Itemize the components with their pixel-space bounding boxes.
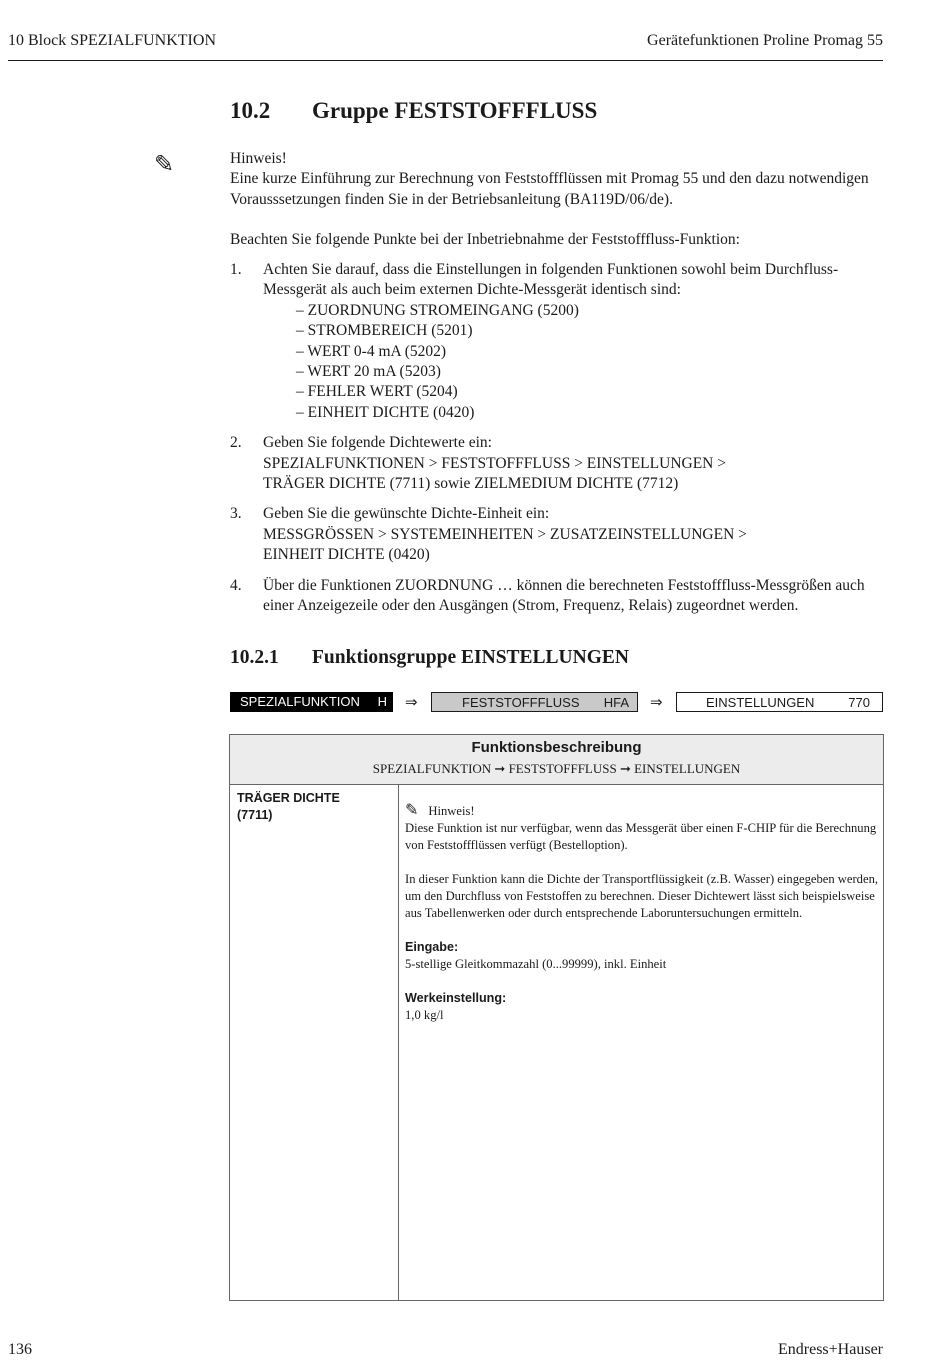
function-item: – STROMBEREICH (5201) xyxy=(296,322,473,340)
function-item: – FEHLER WERT (5204) xyxy=(296,383,458,401)
function-description-cell xyxy=(405,801,880,1024)
nav-label: FESTSTOFFFLUSS xyxy=(462,695,580,710)
note-text: Diese Funktion ist nur verfügbar, wenn das Messgerät über einen F-CHIP für die Berechnung von Feststoffflüssen verfügt (Bestelloption). xyxy=(405,821,877,852)
brand-name: Endress+Hauser xyxy=(778,1341,883,1358)
subsection-title: Funktionsgruppe EINSTELLUNGEN xyxy=(312,647,629,668)
default-value: 1,0 kg/l xyxy=(405,1008,444,1022)
running-header-left: 10 Block SPEZIALFUNKTION xyxy=(8,32,216,49)
nav-code: HFA xyxy=(603,695,629,710)
input-label: Eingabe: xyxy=(405,940,459,954)
running-header-right: Gerätefunktionen Proline Promag 55 xyxy=(647,32,883,49)
step-line: MESSGRÖSSEN > SYSTEMEINHEITEN > ZUSATZEINSTELLUNGEN > xyxy=(263,525,747,543)
list-item xyxy=(230,504,890,565)
step-number: 2. xyxy=(230,434,242,452)
function-name-cell xyxy=(237,790,340,824)
list-item xyxy=(230,576,890,617)
list-item xyxy=(230,433,890,494)
note-block xyxy=(230,149,890,210)
section-title: Gruppe FESTSTOFFFLUSS xyxy=(312,98,598,123)
function-item: – WERT 0-4 mA (5202) xyxy=(296,342,447,360)
step-number: 4. xyxy=(230,576,242,594)
function-item: – ZUORDNUNG STROMEINGANG (5200) xyxy=(296,301,579,319)
list-item xyxy=(230,260,890,423)
section-number: 10.2 xyxy=(230,98,271,123)
pencil-icon: ✎ xyxy=(405,800,419,819)
nav-box-einstellungen xyxy=(676,692,883,712)
function-item: – EINHEIT DICHTE (0420) xyxy=(296,403,475,421)
intro-paragraph: Beachten Sie folgende Punkte bei der Inbetriebnahme der Feststofffluss-Funktion: xyxy=(230,231,740,248)
default-label: Werkeinstellung: xyxy=(405,991,507,1005)
function-code: (7711) xyxy=(237,808,273,822)
step-line: Geben Sie folgende Dichtewerte ein: xyxy=(263,434,492,452)
nav-box-feststofffluss xyxy=(431,692,638,712)
step-number: 1. xyxy=(230,261,242,278)
table-path: SPEZIALFUNKTION ➞ FESTSTOFFFLUSS ➞ EINSTELLUNGEN xyxy=(372,761,741,776)
step-line: EINHEIT DICHTE (0420) xyxy=(263,546,430,564)
step-line: SPEZIALFUNKTIONEN > FESTSTOFFFLUSS > EINSTELLUNGEN > xyxy=(263,454,726,472)
pencil-icon: ✎ xyxy=(154,150,175,178)
note-label: Hinweis! xyxy=(428,804,475,818)
nav-label: EINSTELLUNGEN xyxy=(706,695,815,710)
function-table xyxy=(229,734,884,1301)
step-number: 3. xyxy=(230,505,242,523)
nav-label: SPEZIALFUNKTION xyxy=(240,694,360,709)
header-rule xyxy=(8,60,883,61)
step-text: Über die Funktionen ZUORDNUNG … können die berechneten Feststofffluss-Messgrößen auch einer Anzeigezeile oder den Ausgängen (Strom, Frequenz, Relais) zugeordnet werden. xyxy=(263,576,865,615)
table-title: Funktionsbeschreibung xyxy=(471,739,642,756)
subsection-number: 10.2.1 xyxy=(230,647,279,668)
page-number: 136 xyxy=(8,1341,32,1358)
double-arrow-icon: ⇒ xyxy=(650,693,663,711)
table-header xyxy=(230,735,883,785)
function-name: TRÄGER DICHTE xyxy=(237,791,340,805)
section-heading xyxy=(230,98,597,124)
input-value: 5-stellige Gleitkommazahl (0...99999), inkl. Einheit xyxy=(405,957,667,971)
subsection-heading xyxy=(230,647,629,669)
note-text: Eine kurze Einführung zur Berechnung von Feststoffflüssen mit Promag 55 und den dazu notwendigen Vorausssetzungen finden Sie in der Betriebsanleitung (BA119D/06/de). xyxy=(230,170,869,208)
step-line: TRÄGER DICHTE (7711) sowie ZIELMEDIUM DICHTE (7712) xyxy=(263,475,679,493)
description-text: In dieser Funktion kann die Dichte der Transportflüssigkeit (z.B. Wasser) eingegeben werden, um den Durchfluss von Feststoffen zu berechnen. Dieser Dichtewert lässt sich beispielsweise aus Tabellenwerken oder durch entsprechende Laboruntersuchungen ermitteln. xyxy=(405,872,879,920)
column-divider xyxy=(398,784,399,1300)
function-item: – WERT 20 mA (5203) xyxy=(296,363,441,381)
function-list xyxy=(263,301,890,423)
nav-code: 770 xyxy=(848,695,870,710)
step-text: Achten Sie darauf, dass die Einstellungen in folgenden Funktionen sowohl beim Durchfluss-Messgerät als auch beim externen Dichte-Messgerät identisch sind: xyxy=(263,261,839,299)
nav-box-spezialfunktion xyxy=(230,692,393,712)
double-arrow-icon: ⇒ xyxy=(405,693,418,711)
nav-code: H xyxy=(377,694,387,709)
steps-list xyxy=(230,260,890,617)
note-label: Hinweis! xyxy=(230,150,287,167)
step-line: Geben Sie die gewünschte Dichte-Einheit ein: xyxy=(263,505,550,523)
